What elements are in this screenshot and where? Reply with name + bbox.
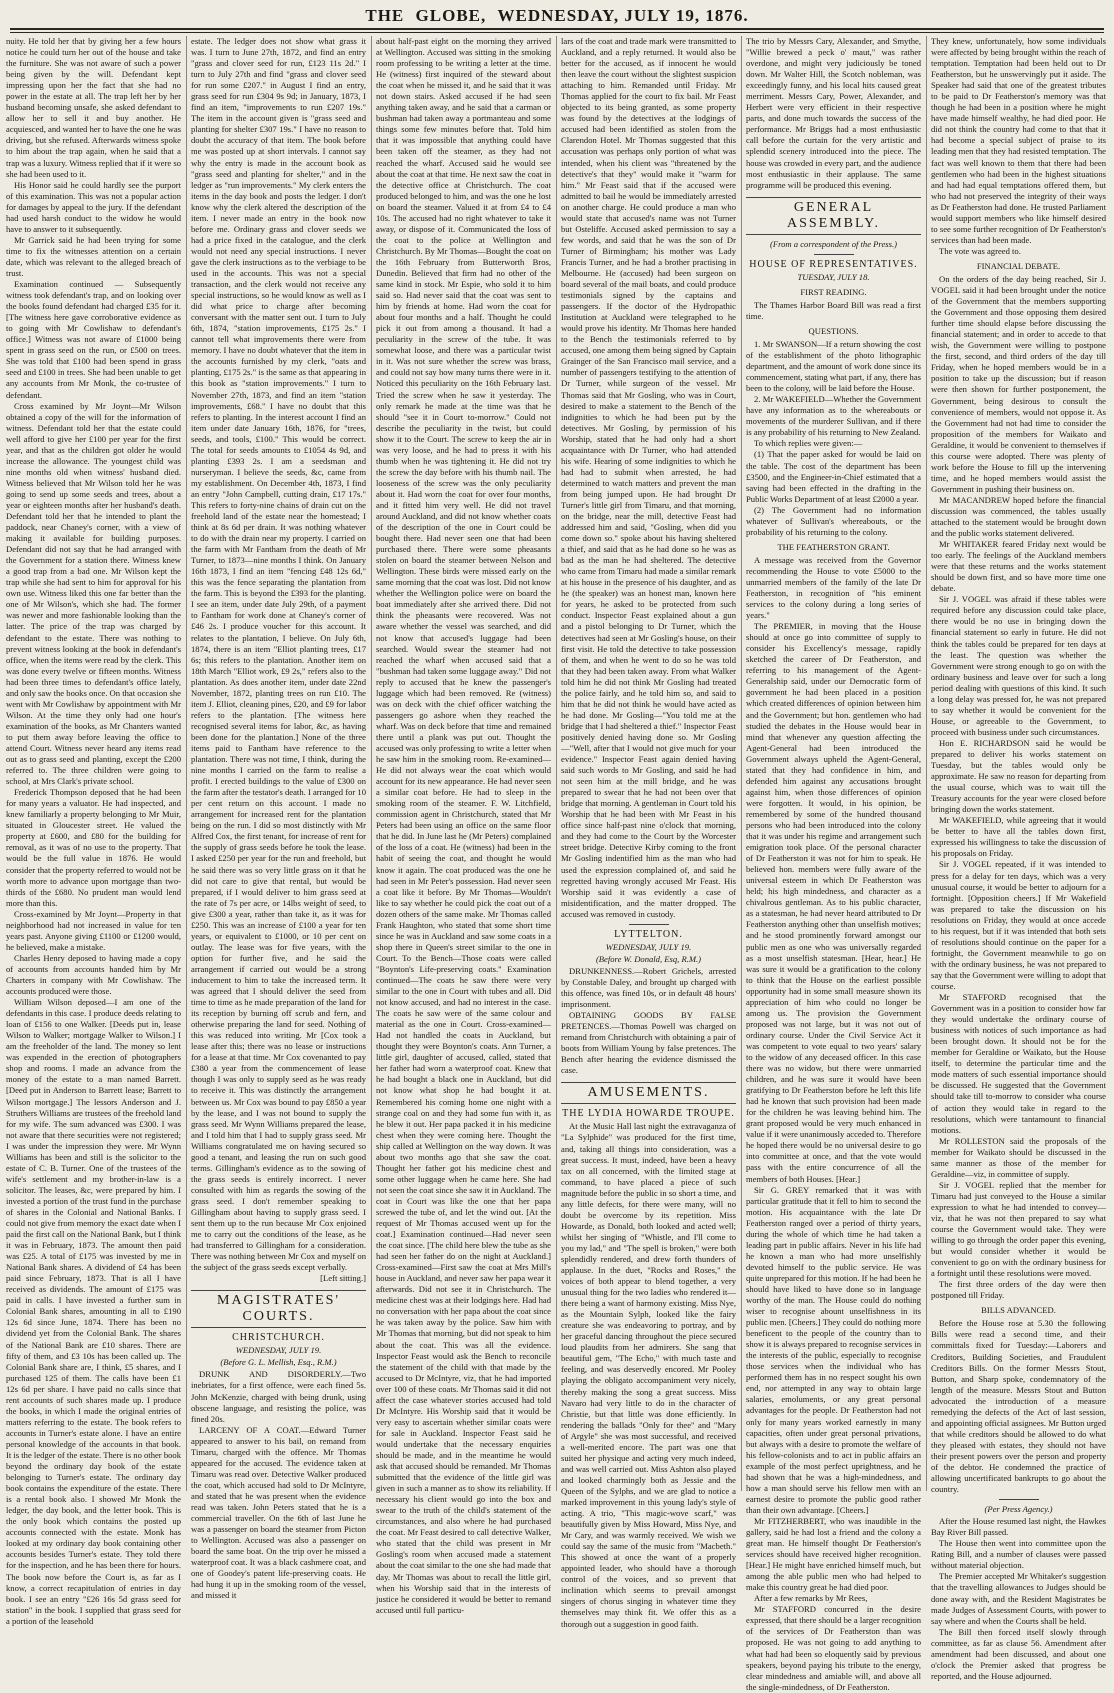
subheading-first-reading: FIRST READING. [800, 286, 867, 297]
paragraph: A message was received from the Governor recommending the House to vote £5000 to the unmarried members of the family of the late Dr Featherston, in recognition of "his eminent services to the colony during a long series of years." [746, 554, 921, 621]
paragraph: Mr FITZHERBERT, who was inaudible in the gallery, said he had lost a friend and the colony a great man. He himself thought Dr Featherston's services should have received higher recognition. [Hear.] He might have enriched himself much, but among the able public men who had helped to make this country great he had died poor. [746, 1515, 921, 1593]
paragraph: Cross-examined by Mr Joynt—Property in that neighborhood had not increased in value for ten years past. Anyone giving £1100 or £1200 would, he believed, make a mistake. [6, 908, 181, 952]
paragraph: estate. The ledger does not show what grass it was. I turn to June 27th, 1872, and find an entry "grass and clover seed for run, £123 11s 2d." I turn to July 27th and find "grass and clover seed for run some £207." in August I find an entry, grass seed for run £304 9s 9d; in January, 1873, I find an item, "improvements to run £207 19s." The item in the account given is "grass seed and planting for shelter £307 19s." I have no reason to doubt the accuracy of that item. The book before me was posted up at short intervals. I cannot say why the entry is made in the account book as "grass seed and planting for shelter," and in the ledger as "run improvements." My clerk enters the items in the day book and posts the ledger. I don't know why the clerk altered the description of the item. I never made an entry in the book now before me. Ordinary grass and clover seeds we had a price fixed in the catalogue, and the clerk would not need any special instructions. I never gave the clerk instructions as to the verbiage to be used in the accounts. This was not a special transaction, and the clerk would not receive any special instructions, so he would know as well as I did what price to charge after becoming conversant with the matter sent out. I turn to July 6th, 1874, "station improvements, £175 2s." I cannot tell what improvements there were from memory. I have no doubt whatever that the item in the accounts furnished by my clerk, "oats and planting, £175 2s." is the same as that appearing in this book as "station improvements." I turn to November 27th, 1873, and find an item "station improvements, £68." I have no doubt that this refers to planting. In the interest account I find an item under date January 16th, 1876, for "trees, seeds, and tools, £100." This would be correct. The total for seeds amounts to £1054 4s 9d, and planting £393 2s. I am a seedsman and nurseryman. I believe the seeds, &c, came from my establishment. On December 4th, 1873, I find an entry "John Campbell, cutting drain, £17 17s." This refers to forty-nine chains of drain cut on the freehold land of the estate near the homestead; I think at 8s 6d per drain. It was nothing whatever to do with the drain near my property. I carried on the farm with Mr Fantham from the death of Mr Turner, to 1873—nine months I think. On January 16th 1873, I find an item "fencing £48 12s 6d," this was the fence separating the plantation from the farm. This is beyond the £393 for the planting. I see an item, under date July 29th, of a payment to Fantham for work done at Chaney's corner of £46 2s. I produce voucher for this account. It relates to the plantation, I believe. On July 6th, 1874, there is an item "Elliot planting trees, £17 6s; this refers to the plantation. Another item on 18th March "Elliot work, £9 2s," refers also to the plantation. As does another item, under date 22nd November, 1872, planting trees on run £10. The item J. Elliot, cleaning pines, £20, and £9 for labor refers to the plantation. [The witness here recognised several items for labor, &c, as having been done for the plantation.] None of the three items paid to Fantham have reference to the plantation. There was not time, I think, during the nine months I carried on the farm to realise a profit. I erected buildings to the value of £300 on the farm after the testator's death. I arranged for 10 per cent return on this account. I made no arrangement for increased rent for the plantation being on the run. I did so most distinctly with Mr Alfred Cox, the first tenant, for increase of rent for the supply of grass seeds before he took the lease. I asked £250 per year for the run and freehold, but he said there was so very little grass on it that he did not care to give that rental, but would be prepared, if I would deliver to him grass seed at the rate of 7s per acre, or 14lbs weight of seed, to give £300 a year, rather than take it, as it was for £250. This was an increase of £100 a year for ten years, or equivalent to £1000, or 10 per cent on outlay. The lease was for five years, with the option for further five, and he said the arrangement if carried out would be a strong inducement to him to take the increased term. It was agreed that I should deliver the seed from time to time as he made preparation of the land for its reception by burning off scrub and fern, and otherwise preparing the land for seed. Nothing of this was reduced into writing. Mr [Cox took a lease after this; there was no lease or instructions for a lease at that time. Mr Cox covenanted to pay £380 a year from the commencement of lease though I was only to supply seed as he was ready to receive it. This was distinctly the arrangement between us. Mr Cox was bound to pay £850 a year by the lease, and I was not bound to supply the grass seed. Mr Wynn Williams prepared the lease, and I told him that I had to supply grass seed. Mr Williams congratulated me on having secured so good a tenant, and leasing the run on such good terms. Gillingham's evidence as to the sowing of the grass seeds is entirely incorrect. I never consulted with him as regards the sowing of the grass seed. I don't remember speaking to Gillingham about having to supply grass seed. I sent them up to the run because Mr Cox enjoined me to carry out the conditions of the lease, as he had transferred to Gillingham for a consideration. There was nothing between Mr Cox and myself on the subject of the grass seeds except verbally. [191, 36, 366, 1273]
paragraph: (2) The Government had no information whatever of Sullivan's whereabouts, or the probability of his returning to the colony. [746, 504, 921, 537]
paragraph: The House then went into committee upon the Rating Bill, and a number of clauses were passed without material objection. [931, 1538, 1106, 1571]
section-heading-amusements: AMUSEMENTS. [561, 1082, 736, 1104]
paragraph: On the orders of the day being reached, Sir J. VOGEL said it had been brought under the notice of the Government that the members supporting the Government and those opposing them desired further time should elapse before discussing the financial statement; and in order to accede to that wish, the Government were willing to postpone the first, second, and third orders of the day till Friday, when he hoped members would be in a position to take up the discussion; but if reason were then shown for further postponement, the Government, being desirous to consult the convenience of members, would not oppose it. As the Government had not had time to consider the proposition of the members for Waikato and Geraldine, it would be convenient to themselves if this course were adopted. There was plenty of work before the House to fill up the intervening time, and he hoped members would assist the Government in pushing their business on. [931, 273, 1106, 494]
paragraph: The first three orders of the day were then postponed till Friday. [931, 1279, 1106, 1301]
paragraph: Sir J. VOGEL repeated, if it was intended to press for a delay for ten days, which was a very unusual course, it would be better to adjourn for a fortnight. [Opposition cheers.] If Mr Wakefield was prepared to take the discussion on his resolutions on Friday, they would at once accede to his request, but if it was intended that both sets of resolutions should continue on the paper for a fortnight, the Government meanwhile to go on with the ordinary business, he was not prepared to say that the Government were willing to adopt that course. [931, 859, 1106, 991]
paragraph: At the Music Hall last night the extravaganza of "La Sylphide" was produced for the first time, and, taking all things into consideration, was a great success. It must, indeed, have been a heavy tax on all concerned, with the limited stage at command, to have placed a piece of such magnitude before the public in so short a time, and any little defects, for there were many, will no doubt be overcome by its repetition. Miss Howarde, as Donald, both looked and acted well; whilst her singing of "Whistle, and I'll come to you my lad," and "The spell is broken," were both splendidly rendered, and drew forth thunders of applause. In the duet, "Rocks and Roses," the voices of both appear to blend together, a very unusual thing for the two ladies who rendered it—there being a want of harmony existing. Miss Nye, as the Mountain Sylph, looked like the fairy creature she was endeavoring to portray, and by her graceful dancing throughout the piece secured loud plaudits from her admirers. She sang that beautiful gem, "The Echo," with much taste and feeling, and was deservedly encored. Mr Pooley playing the obligato accompaniment very nicely, thereby making the song a great success. Miss Navaro had very little to do in the character of Christie, but that little was done efficiently. In rendering the ballads "Only for thee" and "Mary of Argyle" she was most successful, and received a well-merited encore. The part was one that suited her physique and acting very much indeed, and was well carried out. Miss Ashton also played and looked charmingly both as Jessie and the Queen of the Sylphs, and we are glad to notice a marked improvement in this young lady's style of acting. A trio, "This magic-wove scarf," was beautifully given by Miss Howard, Miss Nye, and Mr Cary, and was warmly received. We wish we could say the same of the music from "Macbeth." This showed at once the want of a properly appointed leader, who should have a thorough control of the voices, and so prevent that inclination which seems to prevail amongst singers of chorus singing in whatever time they themselves may think fit. We offer this as a thorough out a suggestion in good faith. [561, 1121, 736, 1629]
paragraph: After the House resumed last night, the Hawkes Bay River Bill passed. [931, 1516, 1106, 1538]
column-2 [191, 36, 366, 1601]
paragraph: nuity. He told her that by giving her a few hours notice he could turn her out of the house and take the furniture. She was not aware of such a power being given by the will. Defendant kept impressing upon her the fact that she had no power in the estate at all. The trap left her by her husband becoming unsafe, she asked defendant to allow her to sell it and buy another. He acquiesced, and wanted her to have the one he was driving, but she refused. Afterwards witness spoke to him about the trap again, when he said that a trap was a luxury. Witness replied that if it were so she had been used to it. [6, 36, 181, 179]
column-rule [926, 36, 927, 1491]
paragraph: Mr WAKEFIELD, while agreeing that it would be better to have all the tables down first, expressed his willingness to take the discussion of his proposals on Friday. [931, 815, 1106, 859]
section-heading-general-assembly: GENERAL ASSEMBLY. [746, 197, 921, 235]
dateline: TUESDAY, JULY 18. [797, 271, 870, 282]
paragraph: Mr MACANDREW hoped before the financial discussion was commenced, the tables usually attached to the statement would be brought down and the public works statement delivered. [931, 494, 1106, 539]
divider [629, 924, 669, 925]
column-rule [186, 36, 187, 1491]
paragraph: OBTAINING GOODS BY FALSE PRETENCES.—Thomas Powell was charged on remand from Christchurch with obtaining a pair of boots from William Young by false pretences. The Bench after hearing the evidence dismissed the case. [561, 1010, 736, 1076]
column-6 [931, 36, 1106, 1681]
before-magistrate: (Before G. L. Mellish, Esq., R.M.) [220, 1357, 337, 1368]
paragraph: Mr STAFFORD recognised that the Government was in a position to consider how far they would undertake the ordinary course of business with notices of such importance as had been brought down. It should not be for the member for Geraldine or Waikato, but the House itself, to determine the particular time and the mode matters of such essential importance should be discussed. He suggested that the Government should take till to-morrow to consider wha course of action they would take in regard to the resolutions, which were tantamount to financial motions. [931, 992, 1106, 1135]
subheading-troupe: THE LYDIA HOWARDE TROUPE. [562, 1108, 735, 1120]
paragraph: 2. Mr WAKEFIELD—Whether the Government have any information as to the whereabouts or movements of the murderer Sullivan, and if there is any probability of his returning to New Zealand. [746, 394, 921, 438]
paragraph: DRUNK AND DISORDERLY.—Two inebriates, for a first offence, were each fined 5s. John McKenzie, charged with being drunk, using obscene language, and resisting the police, was fined 20s. [191, 1369, 366, 1424]
paragraph: The PREMIER, in moving that the House should at once go into committee of supply to consider his Excellency's message, rapidly sketched the career of Dr Featherston, and referring to his management of the Agent-Generalship said, under our Democratic form of government he had been placed in a position which created differences of opinion between him and the Government; but hon. gentlemen who had studied the debates in the House would bear in mind that whenever any question affecting the Agent-General had been introduced the Government always upheld the Agent-General, stated that they had confidence in him, and defended him against any accusations brought against him, when those differences of opinion were forgotten. It would, in his opinion, be remembered by some of the hundred thousand persons who had been introduced into the colony that it was under his regime and arrangement such emigration took place. Of the personal character of Dr Featherston it was not for him to speak. He believed hon. members were fully aware of the universal esteem in which Dr Featherston was held; his high mindedness, and character as a chivalrous gentleman. As to his public character, as a statesman, he had never heard attributed to Dr Featherston anything other than unselfish motives; and he stood prominently forward amongst our public men as one who was universally regarded as a most unselfish statesman. [Hear, hear.] He was sure it would be a gratification to the colony to think that the House on the earliest possible opportunity had in some small measure shown its appreciation of him who could no longer be among us. The provision the Government proposed was not large, but it was not out of ordinary course. Under the Civil Service Act it was competent to vote equal to two years' salary to the widow of any deceased officer. In this case there was no widow, but there were unmarried children, and he was sure it would have been gratifying to Dr Featherston before he left this life had he known that such provision had been made for the children he was leaving behind him. The grant proposed would be very much enhanced in value if it were unanimously acceded to. Therefore he hoped there would be no universal desire to go into committee at once, and that the vote would pass with the entire concurrence of all the members of both Houses. [Hear.] [746, 621, 921, 1184]
column-rule [556, 36, 557, 1491]
paragraph: lars of the coat and trade mark were transmitted to Auckland, and a reply returned. It would also be better for the accused, as if innocent he would then leave the court without the slightest suspicion attaching to him. Remanded until Friday. Mr Thomas applied for the court to fix bail. Mr Feast objected to its being granted, as some property was found by the detectives at the lodgings of accused had been identified as stolen from the Clarendon Hotel. Mr Thomas suggested that this accusation was perhaps only portion of what was intended, when his client was "threatened by the detective's that they" would make it "warm for him." Mr Feast said that if the accused were admitted to bail he would be immediately arrested on another charge. He could produce a man who would state that accused's name was not Turner but Osteliffe. Accused asked permission to say a few words, and said that he was the son of Dr Turner of Birmingham; his mother was Lady Francis Turner, and he had a brother practising in Melbourne. He (accused) had been surgeon on board several of the mail boats, and could produce testimonials signed by the captains and passengers. If the doctor of the Hydropathic Institution at Auckland were telegraphed to he would prove his identity. Mr Thomas here handed to the Bench the testimonials referred to by accused, one among them being signed by Captain Grainger of the San Francisco mail service, and a number of passengers testifying to the attention of Dr Turner, while surgeon of the vessel. Mr Thomas said that Mr Gosling, who was in Court, desired to make a statement to the Bench of the indignities to which he had been put by the detectives. Mr Gosling, by permission of his Worship, stated that he had only had a short acquaintance with Dr Turner, who had attended his wife. Hearing of some indignities to which he had had to submit when arrested, he had determined to watch matters and prevent the man from being jumped upon. He had brought Dr Turner's little girl from Timaru, and that morning, on the bridge, near the mill, detective Feast had addressed him and said, "Gosling, when did you come down so." spoke about his having sheltered a thief, and said that as he had done so he was as bad as the man he had sheltered. The detective who came from Timaru had made a similar remark at his house in the presence of his daughter, and as he (the speaker) was an honest man, known here for years, he asked to be protected from such conduct. Inspector Feast explained about a gun and a pistol belonging to Dr Turner, which the detectives had seen at Mr Gosling's house, on their first visit. He told the detective to take possession of them, and when he went to do so he was told that they had been taken away. From what Walker told him he did not think Mr Gosling had treated the police fairly, and he told him so, and said to him that he did not think he would have acted as he had done. Mr Gosling—"You told me at the bridge that I had sheltered a thief." Inspector Feast positively denied having done so. Mr Gosling—"Well, after that I would not give much for your evidence." Inspector Feast again denied having said such words to Mr Gosling, and said he had not seen him at the mill bridge, and he was prepared to swear that he had not been over that bridge that morning. A gentleman in Court told his Worship that he had been with Mr Feast in his office since half-past nine o'clock that morning, and they had come to the Court by the Worcester street bridge. Detective Kirby coming to the front Mr Gosling indentified him as the man who had used the expression complained of, and said he regretted having wrongly accused Mr Feast. His Worship said it was evidently a case of misidentification, and the matter dropped. The accused was removed in custody. [561, 36, 736, 919]
paragraph: about half-past eight on the morning they arrived at Wellington. Accused was sitting in the smoking room professing to be writing a letter at the time. He (witness) first inquired of the steward about the coat when he missed it, and he said that it was not down stairs. Asked accused if he had seen anything taken away, and he said that a carman or bushman had taken away a portmanteau and some things some few minutes before that. Told him that it was impossible that anything could have been taken off the steamer, as they had not reached the wharf. Accused said he would see about the coat at that time. He next saw the coat in the detective office at Christchurch. The coat produced belonged to him, and was the one he lost on board the steamer. Valued it at from £4 to £4 10s. The accused had no right whatever to take it away, or dispose of it. Communicated the loss of the coat to the police at Wellington and Christchurch. By Mr Thomas—Bought the coat on the 16th February from Butterworth Bros, Dunedin. Believed that firm had no other of the same kind in stock. Mr Espie, who sold it to him said so. Had never said that the coat was sent to him by friends at home. Had worn the coat for about four months and a half. Thought he could pick it out from among a thousand. It had a peculiarity in the screw of the tube. It was somewhat loose, and there was a particular twist in it. Was not sure whether the screw was brass, and could not say how many turns there were in it. Noticed this peculiarity on the 16th February last. Tried the screw when he saw it yesterday. The only remark he made at the time was that he should "see it in Court to-morrow." Could not describe the peculiarity in the twist, but could show it to the Court. The screw to keep the air in was very loose, and he had to press it with his thumb when he was tightening it. He did not try the screw the day before with his thumb nail. The looseness of the screw was the only peculiarity about it. Had worn the coat for over four months, and it fitted him very well. He did not travel around Auckland, and did not know whether coats of the description of the one in Court could be bought there. Had never seen one that had been purchased there. There were some pheasants stolen on board the steamer between Nelson and Wellington. These birds were missed early on the same morning that the coat was lost. Did not know whether the Wellington police were on board the boat immediately after she arrived there. Did not think the pheasants were recovered. Was not aware whether the vessel was searched, and did not know that accused's luggage had been searched. Would swear the steamer had not reached the wharf when accused said that a "bushman had taken some luggage away." Did not reply to accused that he knew the passenger's luggage which had been removed. Re (witness) was on deck with the chief officer watching the passengers go ashore when they reached the wharf. Was on deck before that time and remained there until a plank was put out. Thought the accused was only professing to write a letter when he saw him in the smoking room. Re-examined—He did not always wear the coat which would account for its new appearance. He had never seen a similar coat before. He had to sleep in the smoking room of the steamer. F. W. Litchfield, commission agent in Christchurch, stated that Mr Peters had been using an office on the same floor that he did. In June last he (Mr Peters) complained of the loss of a coat. He (witness) had been in the habit of seeing the coat, and thought he would know it again. The coat produced was the one he had seen in Mr Peter's possession. Had never seen a coat like it before. By Mr Thomas—Wouldn't like to say whether he could pick the coat out of a dozen others of the same make. Mr Thomas called Frank Haughton, who stated that some short time since he was in Auckland and saw some coats in a shop there in Queen's street similar to the one in Court. To the Bench—Those coats were called "Boynton's Life-preserving coats." Examination continued—The coats he saw there were very similar to the one in Court with tubes and all. Did not know accused, and had no interest in the case. The coats he saw were of the same colour and material as the one in Court. Cross-examined—Had not handled the coats in Auckland, but thought they were Boynton's coats. Ann Turner, a little girl, daughter of accused, called, stated that her father had worn a waterproof coat. Knew that he had bought a black one in Auckland, but did not know what shop he had bought it at. Remembered his coming home one night with a strange coal on and they had some fun with it, as he blew it out. Her papa packed it in his medicine chest when they were coming here. Thought the ship called at Wellington on the way down. It was about two months ago that she saw the coat. Thought her father got his medicine chest and some other luggage when he came here. She had not seen the coat since she saw it in Auckland. The coat in Court was like the one that her papa screwed the tube of, and let the wind out. [At the request of Mr Thomas accused went up for the coat.] Examination continued—Had never seen the coat since. [The child here blew the tube as she had seen her father do on the night at Auckland.] Cross-examined—First saw the coat at Mrs Mill's house in Auckland, and never saw her papa wear it afterwards. Did not see it in Christchurch. The medicine chest was at their lodgings here. Had had no conversation with her papa about the coat since he was taken away by the police. Saw him with Mr Thomas that morning, but did not speak to him about the coat. This was all the evidence. Inspector Feast would ask the Bench to reconcile the statement of the child with that made by the accused to Dr McIntyre, viz, that he had imported over 100 of these coats. Mr Thomas said it did not affect the case whatever stories accused had told Dr McIntyre. His Worship said that it would be very easy to ascertain whether similar coats were for sale in Auckland. Inspector Feast said he would undertake that the necessary enquiries should be made, and in the meantime he would ask that accused should be remanded. Mr Thomas submitted that the evidence of the little girl was given in such a manner as to show its reliability. If necessary his client would go into the box and swear to the truth of the child's statement of the circumstances, and also where he had purchased the coat. Mr Feast desired to call detective Walker, who stated that the child was present in Mr Gosling's room when accused made a statement about the coat similar to the one she had made that day. Mr Thomas was about to recall the little girl, when his Worship said that in the interests of justice he considered it would be better to remand accused until full particu- [376, 36, 551, 1615]
subheading-featherston-grant: THE FEATHERSTON GRANT. [777, 541, 890, 552]
paragraph: Sir J. VOGEL was afraid if these tables were required before any discussion could take place, there would be no use in bringing down the financial statement so early in future. He did not think the tables could be prepared for ten days at the least. The question was whether the Government were strong enough to go on with the ordinary business and leave over for such a long period dealing with questions of this kind. It such a long delay was pressed for, he was not prepared to say whether it would be convenient for the House, or agreeable to the Government, to proceed with business under such circumstances. [931, 594, 1106, 737]
paragraph: The Thames Harbor Board Bill was read a first time. [746, 299, 921, 321]
divider [999, 1499, 1039, 1500]
subheading-lyttelton: LYTTELTON. [614, 928, 683, 940]
column-5 [746, 36, 921, 1692]
subheading-house: HOUSE OF REPRESENTATIVES. [749, 258, 918, 270]
masthead-the: THE [365, 6, 405, 25]
paragraph: (1) That the paper asked for would be laid on the table. The cost of the department has been £3500, and the Engineer-in-Chief estimated that a saving had been effected in the drafting in the Public Works Department of at least £2000 a year. [746, 449, 921, 504]
paragraph: LARCENY OF A COAT.—Edward Turner appeared to answer to his bail, on remand from Timaru, charged with the offence. Mr Thomas appeared for the accused. The evidence taken at Timaru was read over. Detective Walker produced the coat, which accused had sold to Dr McIntyre, and stated that he was present when the evidence read was taken. John Peters stated that he is a commercial traveller. On the 6th of last June he was a passenger on board the steamer from Picton to Wellington. Accused was also a passenger on board the same boat. On the trip over he missed a waterproof coat. It was a black cashmere coat, and one of Goodey's patent life-preserving coats. He had hung it up in the smoking room of the vessel, and missed it [191, 1424, 366, 1601]
correspondent-note: (From a correspondent of the Press.) [770, 238, 897, 249]
column-3 [376, 36, 551, 1615]
dateline: WEDNESDAY, JULY 19. [235, 1345, 322, 1356]
subheading-questions: QUESTIONS. [808, 325, 859, 336]
before-magistrate: (Before W. Donald, Esq, R.M.) [595, 953, 702, 964]
paragraph: Mr Garrick said he had been trying for some time to fix the witnesses attention on a certain date, which was relevant to the alleged breach of trust. [6, 234, 181, 278]
subheading-christchurch: CHRISTCHURCH. [232, 1332, 325, 1344]
column-rule [741, 36, 742, 1491]
paragraph: To which replies were given:— [754, 438, 863, 449]
left-sitting-note: [Left sitting.] [320, 1273, 366, 1284]
paragraph: They knew, unfortunately, how some individuals were affected by being brought within the reach of temptation. Temptation had been held out to Dr Featherston, but he unswervingly put it aside. The Speaker had said that one of the greatest tributes to be paid to Dr Featherston's memory was that though he had been in a position where he might have made himself wealthy, he had died poor. He did not think the country had come to that that it had become a special subject of praise to its leading men that they had resisted temptation. The fact was well known to them that there had been gentlemen who had been in the highest situations and had had equal temptations offered them, but who had not preserved the integrity of their ways as Dr Featherston had done. He trusted Parliament would support members who like himself desired to see some further recognition of Dr Featherston's services than had been made. [931, 36, 1106, 245]
paragraph: Charles Henry deposed to having made a copy of accounts from accounts handed him by Mr Charters in company with Mr Cowlishaw. The accounts produced were those. [6, 952, 181, 997]
paragraph: Mr WHITAKER feared Friday next would be too early. The feelings of the Auckland members were that these returns and the works statement should be down first, and so have more time one debate. [931, 539, 1106, 594]
paragraph: Cross examined by Mr Joynt—Mr Wilson obtained a copy of the will for the information of witness. Defendant told her that the estate could well afford to give her £100 per year for the first year, and that as the children got older he would increase the allowance. The youngest child was nine months old when witness' husband died. Witness believed that Mr Wilson told her he was going to send up some seeds and trees, about a year or eighteen months after her husband's death. Defendant told her that he intended to plant the paddock, near Chaney's corner, with a view of making it available for building purposes. Defendant did not say that he had arranged with the Government for a station there. Witness knew a good trap from a bad one. Mr Wilson kept the trap while she had sent to him for approval for his own use. Witness liked this one far better than the one of Mr Wilson's, which she had. The former was newer and more fashionable looking than the latter. The price of the trap was charged by defendant to the estate. There was nothing to prevent witness looking at the book in defendant's office, when the items were read by the clerk. This was done every twelve or fifteen months. Witness had been three times to defendant's office lately, and only saw the books once. On that occasion she went with Mr Cowlishaw by appointment with Mr Wilson. At the time they only had one hour's examination of the books, as Mr Chanters wanted to put them away before leaving the office to attend Court. Witness never heard any items read out as to grass seed and planting, except the £200 referred to. The three children were going to school, at Mrs Clark's private school. [6, 400, 181, 787]
masthead-date: WEDNESDAY, JULY 19, 1876. [497, 6, 749, 25]
paragraph: DRUNKENNESS.—Robert Grichels, arrested by Constable Daley, and brought up charged with this offence, was fined 10s, or in default 48 hours' imprisonment. [561, 965, 736, 1010]
paragraph: Before the House rose at 5.30 the following Bills were read a second time, and their committals fixed for Tuesday:—Laborers and Creditors, Building Societies, and Fraudulent Creditors Bills. On the former Messrs Stout, Button, and Sharp spoke, condemnatory of the length of the measure. Messrs Stout and Button advocated the introduction of a measure remedying the defects of the Act of last session, and appointing official assignees. Mr Button urged that while creditors should be allowed to do what they pleased with estates, they should not have their present powers over the person and property of the debtor. He condemned the practice of allowing uncertificated bankrupts to go about the country. [931, 1318, 1106, 1495]
paragraph: Sir G. GREY remarked that it was with particular gratitude that it fell to him to second the motion. His acquaintance with the late Dr Featherston ranged over a period of thirty years, during the whole of which time he had taken a leading part in public affairs. Never in his life had he known a man who had more unselfishly devoted himself to the public service. He was quite unprepared for this motion. If he had been he should have liked to have done so in language worthy of the man. The House could do nothing wiser to recognise abount unselfishness in its public men. [Cheers.] They could do nothing more beneficent to the people of the country than to show it is always prepared to recognise services in the interests of the public, especially to recognise those services when the individual who has performed them has in no respect sought his own end, nor attempted in any way to obtain large salaries, emoluments, or any great personal advantages for the people. Dr Featherston had not only for many years worked earnestly in many capacities, often under great personal privations, but always with a desire to promote the welfare of his fellow-colonists and to act in public affairs an example of the most perfect uprightness, and he had shown that he was a high-mindedness, and how a man should serve his fellow men with an earnest desire to promote the public good rather than their own advantage. [Cheers.] [746, 1184, 921, 1515]
paragraph: Mr STAFFORD concurred in the desire expressed, that there should be a larger recognition of the services of Dr Featherston than was proposed. He was not going to add anything to what had had been so eloquently said by previous speakers, beyond paying his tribute to the energy, clear mindedness and amiable will, and above all the single-mindedness, of Dr Featherston. [746, 1604, 921, 1692]
subheading-bills-advanced: BILLS ADVANCED. [981, 1305, 1056, 1316]
masthead-title: GLOBE, [415, 6, 487, 25]
paragraph: His Honor said he could hardly see the purport of this examination. This was not a popular action for damages by appeal to the jury. If the defendant had used harsh conduct to the widow he would have to answer to it subsequently. [6, 179, 181, 234]
paragraph: Sir J. VOGEL replied that the member for Timaru had just conveyed to the House a similar expression to what he had intended to convey—viz, that he was not then prepared to say what course the Government would take. They were willing to go through the order paper this evening, but would consider whether it would be convenient to go on with the ordinary business for a fortnight until these resolutions were moved. [931, 1179, 1106, 1279]
paragraph: Examination continued — Subsequently witness took defendant's trap, and on looking over the books found defendant had charged £35 for it. [The witness here gave corroborative evidence as to going with Mr Cowlishaw to defendant's office.] Witness was not aware of £1000 being spent in grass seed on the run, or £500 on trees. She was told that £100 had been spend in grass seed and £100 in trees. She had been unable to get any accounts from Mr Monk, the co-trustee of defendant. [6, 279, 181, 400]
paragraph: Mr ROLLESTON said the proposals of the member for Waikato should be discussed in the same manner as those of the member for Geraldine—viz, in committee of supply. [931, 1135, 1106, 1179]
paragraph: The Premier accepted Mr Whitaker's suggestion that the travelling allowances to Judges should be done away with, and the Resident Magistrates be made Judges of Assessment Courts, with power to say where and when the Courts shall be held. [931, 1571, 1106, 1626]
paragraph: 1. Mr SWANSON—If a return showing the cost of the establishment of the photo lithographic department, and the amount of work done since its commencement, stating what part, if any, there has been to the colony, will be laid before the House. [746, 338, 921, 394]
paragraph: The Bill then forced itself slowly through committee, as far as clause 56. Amendment after amendment had been discussed, and about one o'clock the Premier asked that progress be reported, and the House adjourned. [931, 1626, 1106, 1681]
masthead-rule [10, 32, 1104, 33]
press-agency-note: (Per Press Agency.) [984, 1504, 1053, 1515]
paragraph: The trio by Messrs Cary, Alexander, and Smythe, "Willie brewed a peck o' maut," was rather overdone, and might very judiciously be toned down. Mr Walter Hill, the Scotch nobleman, was exceedingly funny, and his local hits caused great merriment. Messrs Cary, Power, Alexander, and Herbert were very efficient in their respective parts, and done much towards the success of the performance. Mr Briggs had a most enthusiastic call before the curtain for the very artistic and splendid scenery introduced into the piece. The house was crowded in every part, and the audience most enthusiastic in their applause. The same programme will be produced this evening. [746, 36, 921, 190]
paragraph: Hon E. RICHARDSON said he would be prepared to deliver his works statement on Tuesday, but the tables would only be approximate. He saw no reason for departing from the usual course, which was to wait till the Treasury accounts for the year were closed before bringing down the works statement. [931, 737, 1106, 815]
column-rule [371, 36, 372, 1491]
divider [814, 254, 854, 255]
subheading-financial-debate: FINANCIAL DEBATE. [976, 260, 1061, 271]
masthead [10, 6, 1104, 30]
column-1 [6, 36, 182, 1626]
column-4 [561, 36, 736, 1629]
paragraph: Frederick Thompson deposed that he had been for many years a valuator. He had inspected, and knew familiarly a property belonging to Mr Muir, situated in Gloucester street. He valued the property at £600, and £80 for the building for removal, as it was of no use to the property. That would be the full value in 1876. He would consider that the property referred to would not be worth more to advance upon mortgage than two-thirds of the £680. No prudent man would lend more than this. [6, 787, 181, 908]
paragraph: William Wilson deposed—I am one of the defendants in this case. I produce deeds relating to loan of £156 to one Walker. [Deeds put in, lease Wilson to Walker; mortgage Walker to Wilson.] I am the freeholder of the land. The money so lent was expended in the erection of photographers shop and rooms. I made an advance from the money of the estate to a man named Barrett. [Deed put in Anderson to Barrett lease; Barrett to Wilson mortgage.] The lessors Anderson and J. Struthers Williams are trustees of the freehold land for my wife. The sum advanced was £300. I was not aware that there securities were not registered; I was under the impression they were. Mr Wynn Williams has been and still is the solicitor to the estate of C. B. Turner. One of the trustees of the wife's settlement and my brother-in-law is a solicitor. The leases, &c, were prepared by him. I invested a portion of the trust fund in the purchase of shares in the Colonial and National Banks. I could not give from memory the exact date when I paid the first call on the National Bank, but I think it was in February, 1873. The amount then paid was £25. A total of £175 was invested by me in National Bank shares. A dividend of £4 has been paid since February, 1873. That is all I have received as dividends. The amount of £175 was paid in calls. I have invested a further sum in Colonial Bank shares, amounting in all to £190 12s 6d since June, 1874. There has been no dividend yet from the Colonial Bank. The shares of the National Bank are £10 shares. There are fifty of them, and £3 10s has been called up. The Colonial Bank share are, I think, £5 shares, and I purchased 125 of them. The calls have been £1 12s 6d per share. I have paid no calls since that rent accounts of such shares made up. I produce the books, in which I made the original entries of matters referring to the estate. The book refers to accounts in Turner's estate alone. I have an entire personal knowledge of the accounts in that book. It is the ledger of the estate. There is no other book beyond the ordinary day book of the estate belonging to Turner's estate. The ordinary day book contains the expenditure of the estate. There is a rental book also. I showed Mr Monk the ledger, the day book, and the letter book. This is the only book which contains the posted up accounts connected with the estate. Monk has looked at my ordinary day book containing other accounts besides Turner's estate. They told there for the inspection, and he has been there for hours. The book now before the Court is, as far as I know, a correct recapitulation of entries in day book. I see an entry "£26 16s 5d grass seed for station" in the book. I supplied that grass seed for a portion of the leasehold [6, 997, 182, 1626]
dateline: WEDNESDAY, JULY 19. [605, 941, 692, 952]
section-heading-magistrates-courts: MAGISTRATES' COURTS. [191, 1290, 366, 1328]
paragraph: After a few remarks by Mr Rees, [754, 1593, 868, 1604]
paragraph: The vote was agreed to. [939, 245, 1021, 256]
